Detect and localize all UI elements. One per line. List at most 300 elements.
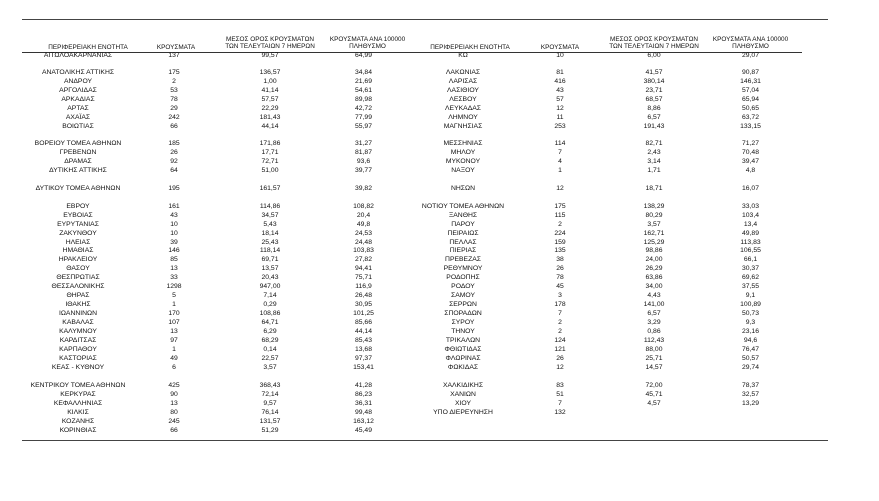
cell-region: ΚΑΡΠΑΘΟΥ [59,346,97,353]
cell-region: ΥΠΟ ΔΙΕΡΕΥΝΗΣΗ [433,409,493,416]
cell-region: ΣΑΜΟΥ [451,292,475,299]
cell-avg: 1,00 [263,78,277,85]
cell-cases: 7 [558,310,562,317]
cell-cases: 66 [170,123,178,130]
cell-region: ΠΕΙΡΑΙΩΣ [447,230,479,237]
cell-avg: 22,29 [261,105,279,112]
cell-per100k: 55,97 [354,123,372,130]
cell-region: ΦΩΚΙΔΑΣ [447,364,479,371]
cell-per100k: 78,37 [741,382,759,389]
cell-avg: 181,43 [259,114,281,121]
cell-per100k: 76,47 [741,346,759,353]
cell-avg: 64,71 [261,319,279,326]
cell-cases: 2 [558,221,562,228]
cell-avg: 1,71 [647,167,661,174]
cell-per100k: 37,55 [741,283,759,290]
cell-cases: 13 [170,400,178,407]
cell-region: ΠΡΕΒΕΖΑΣ [445,256,481,263]
cell-per100k: 39,77 [354,167,372,174]
cell-region: ΚΑΛΥΜΝΟΥ [59,328,97,335]
cell-region: ΤΡΙΚΑΛΩΝ [445,337,481,344]
cell-cases: 10 [556,52,564,59]
cell-per100k: 31,27 [354,140,372,147]
cell-region: ΚΕΑΣ - ΚΥΘΝΟΥ [51,364,105,371]
cell-per100k: 50,57 [741,355,759,362]
cell-cases: 78 [170,96,178,103]
cell-per100k: 81,87 [354,149,372,156]
cell-region: ΗΛΕΙΑΣ [65,239,91,246]
cell-avg: 368,43 [259,382,281,389]
cell-avg: 161,57 [259,185,281,192]
cell-per100k: 39,47 [741,158,759,165]
cell-per100k: 30,95 [354,301,372,308]
cell-avg: 41,57 [645,69,663,76]
cell-per100k: 116,9 [355,283,372,290]
cell-per100k: 71,27 [741,140,759,147]
cell-cases: 66 [170,427,178,434]
cell-region: ΛΕΣΒΟΥ [449,96,477,103]
cell-cases: 12 [556,105,564,112]
cell-cases: 195 [168,185,180,192]
left-header-avg [220,36,320,50]
cell-region: ΛΗΜΝΟΥ [448,114,478,121]
cell-avg: 112,43 [643,337,665,344]
cell-avg: 3,57 [263,364,277,371]
cell-cases: 178 [554,301,566,308]
cell-region: ΡΕΘΥΜΝΟΥ [443,265,483,272]
cell-avg: 0,14 [263,346,277,353]
cell-cases: 2 [558,319,562,326]
cell-avg: 3,29 [647,319,661,326]
cell-per100k: 77,99 [354,114,372,121]
left-header-per100k-line1: ΚΡΟΥΣΜΑΤΑ ΑΝΑ 100000 [329,36,406,43]
cell-cases: 10 [170,221,178,228]
cell-avg: 2,43 [647,149,661,156]
cell-avg: 0,86 [647,328,661,335]
cell-cases: 170 [168,310,180,317]
cell-region: ΚΕΡΚΥΡΑΣ [60,391,96,398]
right-header-cases: ΚΡΟΥΣΜΑΤΑ [540,44,580,51]
cell-per100k: 103,4 [741,212,759,219]
cell-per100k: 49,89 [741,230,759,237]
cell-avg: 118,14 [259,247,281,254]
cell-per100k: 20,4 [356,212,371,219]
cell-region: ΡΟΔΟΠΗΣ [446,274,480,281]
cell-cases: 161 [168,203,180,210]
cell-avg: 136,57 [259,69,281,76]
cell-per100k: 63,72 [741,114,759,121]
cell-avg: 45,71 [645,391,663,398]
cell-cases: 107 [168,319,180,326]
cell-cases: 242 [168,114,180,121]
cell-per100k: 86,23 [354,391,372,398]
cell-per100k: 24,48 [354,239,372,246]
cell-avg: 51,29 [261,427,279,434]
cell-region: ΒΟΙΩΤΙΑΣ [62,123,94,130]
cell-region: ΙΩΑΝΝΙΝΩΝ [58,310,98,317]
cell-cases: 81 [556,69,564,76]
cell-region: ΗΜΑΘΙΑΣ [62,247,94,254]
cell-avg: 7,14 [263,292,277,299]
cell-region: ΗΡΑΚΛΕΙΟΥ [58,256,98,263]
cell-cases: 425 [168,382,180,389]
cell-cases: 78 [556,274,564,281]
cell-cases: 146 [168,247,180,254]
cell-region: ΘΑΣΟΥ [66,265,90,272]
cell-per100k: 64,99 [354,52,372,59]
cell-avg: 5,43 [263,221,277,228]
cell-per100k: 69,62 [741,274,759,281]
cell-per100k: 90,87 [741,69,759,76]
cell-per100k: 29,74 [741,364,759,371]
cell-region: ΛΑΡΙΣΑΣ [448,78,478,85]
left-header-avg-line1: ΜΕΣΟΣ ΟΡΟΣ ΚΡΟΥΣΜΑΤΩΝ [226,36,314,43]
cell-region: ΕΒΡΟΥ [66,203,90,210]
cell-region: ΣΠΟΡΑΔΩΝ [444,310,482,317]
cell-avg: 14,57 [645,364,663,371]
cell-avg: 69,71 [261,256,279,263]
cell-per100k: 21,69 [354,78,372,85]
cell-per100k: 108,82 [353,203,374,210]
cell-region: ΦΘΙΩΤΙΔΑΣ [444,346,482,353]
cell-region: ΓΡΕΒΕΝΩΝ [59,149,97,156]
cell-avg: 6,57 [647,310,661,317]
cell-per100k: 93,6 [356,158,371,165]
cell-region: ΡΟΔΟΥ [451,283,475,290]
cell-per100k: 103,83 [353,247,374,254]
cell-per100k: 23,16 [741,328,759,335]
cell-avg: 98,86 [645,247,663,254]
cell-avg: 138,29 [643,203,665,210]
cell-cases: 121 [554,346,566,353]
cell-region: ΣΕΡΡΩΝ [449,301,477,308]
cell-cases: 64 [170,167,178,174]
cell-region: ΕΥΒΟΙΑΣ [63,212,93,219]
cell-per100k: 29,07 [741,52,759,59]
cell-cases: 1 [172,346,176,353]
right-header-avg-line2: ΤΩΝ ΤΕΛΕΥΤΑΙΩΝ 7 ΗΜΕΡΩΝ [609,43,699,51]
cell-avg: 25,71 [645,355,663,362]
cell-cases: 1298 [166,283,182,290]
right-header-per100k-line1: ΚΡΟΥΣΜΑΤΑ ΑΝΑ 100000 [712,36,789,43]
cell-cases: 38 [556,256,564,263]
cell-cases: 3 [558,292,562,299]
cell-per100k: 50,73 [741,310,759,317]
cell-per100k: 163,12 [353,418,374,425]
cell-region: ΘΕΣΣΑΛΟΝΙΚΗΣ [51,283,105,290]
cell-region: ΔΥΤΙΚΗΣ ΑΤΤΙΚΗΣ [49,167,107,174]
cell-avg: 141,00 [643,301,665,308]
cell-cases: 175 [168,69,180,76]
cell-avg: 34,00 [645,283,663,290]
cell-cases: 43 [556,87,564,94]
cell-cases: 132 [554,409,566,416]
cell-cases: 7 [558,149,562,156]
cell-cases: 53 [170,87,178,94]
cell-region: ΧΑΛΚΙΔΙΚΗΣ [442,382,484,389]
cell-avg: 57,57 [261,96,279,103]
cell-avg: 131,57 [259,418,281,425]
cell-avg: 23,71 [645,87,663,94]
cell-avg: 3,14 [647,158,661,165]
cell-region: ΠΕΛΛΑΣ [449,239,477,246]
cell-per100k: 49,8 [356,221,371,228]
cell-cases: 51 [556,391,564,398]
cell-avg: 24,00 [645,256,663,263]
cell-cases: 80 [170,409,178,416]
cell-region: ΞΑΝΘΗΣ [448,212,478,219]
cell-per100k: 94,6 [743,337,758,344]
cell-region: ΒΟΡΕΙΟΥ ΤΟΜΕΑ ΑΘΗΝΩΝ [34,140,122,147]
cell-per100k: 75,71 [354,274,372,281]
cell-region: ΚΑΡΔΙΤΣΑΣ [59,337,97,344]
cell-region: ΛΑΚΩΝΙΑΣ [445,69,481,76]
left-header-region: ΠΕΡΙΦΕΡΕΙΑΚΗ ΕΝΟΤΗΤΑ [48,44,128,51]
cell-per100k: 66,1 [743,256,758,263]
cell-region: ΦΛΩΡΙΝΑΣ [445,355,481,362]
cell-cases: 5 [172,292,176,299]
cell-cases: 26 [170,149,178,156]
cell-avg: 125,29 [643,239,665,246]
cell-avg: 4,57 [647,400,661,407]
cell-region: ΛΕΥΚΑΔΑΣ [445,105,481,112]
cell-avg: 82,71 [645,140,663,147]
cell-cases: 137 [168,52,180,59]
cell-region: ΠΙΕΡΙΑΣ [449,247,477,254]
cell-cases: 45 [556,283,564,290]
cell-region: ΚΕΝΤΡΙΚΟΥ ΤΟΜΕΑ ΑΘΗΝΩΝ [30,382,126,389]
cell-per100k: 99,48 [354,409,372,416]
cell-avg: 44,14 [261,123,279,130]
cell-per100k: 65,94 [741,96,759,103]
cell-region: ΧΑΝΙΩΝ [450,391,476,398]
cell-region: ΑΡΤΑΣ [67,105,89,112]
cell-cases: 92 [170,158,178,165]
cell-region: ΤΗΝΟΥ [451,328,475,335]
cell-cases: 6 [172,364,176,371]
cell-per100k: 16,07 [741,185,759,192]
cell-cases: 12 [556,364,564,371]
cell-cases: 7 [558,400,562,407]
cell-avg: 72,00 [645,382,663,389]
cell-per100k: 27,82 [354,256,372,263]
cell-avg: 72,14 [261,391,279,398]
cell-cases: 1 [172,301,176,308]
cell-avg: 17,71 [261,149,279,156]
cell-cases: 13 [170,328,178,335]
top-rule [22,19,828,20]
cell-region: ΘΕΣΠΡΩΤΙΑΣ [56,274,100,281]
cell-cases: 224 [554,230,566,237]
cell-per100k: 45,49 [354,427,372,434]
cell-per100k: 32,57 [741,391,759,398]
cell-per100k: 89,98 [354,96,372,103]
cell-region: ΚΑΒΑΛΑΣ [62,319,94,326]
cell-avg: 3,57 [647,221,661,228]
cell-avg: 80,29 [645,212,663,219]
cell-cases: 159 [554,239,566,246]
cell-region: ΚΑΣΤΟΡΙΑΣ [59,355,97,362]
cell-per100k: 113,83 [740,239,761,246]
cell-avg: 18,71 [645,185,663,192]
cell-per100k: 106,55 [740,247,761,254]
cell-per100k: 26,48 [354,292,372,299]
cell-avg: 9,57 [263,400,277,407]
cell-region: ΔΡΑΜΑΣ [64,158,92,165]
cell-region: ΘΗΡΑΣ [66,292,90,299]
cell-avg: 18,14 [261,230,279,237]
cell-region: ΑΙΤΩΛΟΑΚΑΡΝΑΝΙΑΣ [43,52,113,59]
cell-cases: 175 [554,203,566,210]
right-header-avg [604,36,704,50]
cell-avg: 41,14 [261,87,279,94]
cell-per100k: 30,37 [741,265,759,272]
left-header-per100k [320,36,415,50]
cell-region: ΜΑΓΝΗΣΙΑΣ [443,123,483,130]
cell-avg: 22,57 [261,355,279,362]
cell-avg: 25,43 [261,239,279,246]
cell-region: ΑΡΚΑΔΙΑΣ [61,96,95,103]
cell-per100k: 4,8 [745,167,756,174]
cell-per100k: 33,03 [741,203,759,210]
right-header-avg-line1: ΜΕΣΟΣ ΟΡΟΣ ΚΡΟΥΣΜΑΤΩΝ [610,36,698,43]
cell-avg: 6,57 [647,114,661,121]
cell-cases: 13 [170,265,178,272]
cell-avg: 26,29 [645,265,663,272]
cell-avg: 68,29 [261,337,279,344]
cell-avg: 20,43 [261,274,279,281]
cell-cases: 97 [170,337,178,344]
left-header-cases: ΚΡΟΥΣΜΑΤΑ [156,44,196,51]
cell-per100k: 153,41 [353,364,374,371]
cell-region: ΝΗΣΩΝ [450,185,475,192]
cell-per100k: 9,3 [745,319,756,326]
cell-per100k: 97,37 [354,355,372,362]
cell-region: ΕΥΡΥΤΑΝΙΑΣ [57,221,99,228]
cell-cases: 39 [170,239,178,246]
cell-cases: 90 [170,391,178,398]
cell-avg: 88,00 [645,346,663,353]
cell-avg: 76,14 [261,409,279,416]
cell-avg: 6,00 [647,52,661,59]
cell-avg: 8,86 [647,105,661,112]
cell-avg: 34,57 [261,212,279,219]
cell-per100k: 54,61 [354,87,372,94]
cell-cases: 114 [554,140,566,147]
cell-avg: 99,57 [261,52,279,59]
cell-per100k: 41,28 [354,382,372,389]
cell-avg: 6,29 [263,328,277,335]
cell-cases: 185 [168,140,180,147]
cell-per100k: 13,68 [354,346,372,353]
cell-per100k: 133,15 [740,123,761,130]
cell-region: ΔΥΤΙΚΟΥ ΤΟΜΕΑ ΑΘΗΝΩΝ [35,185,121,192]
cell-cases: 11 [556,114,564,121]
cell-cases: 83 [556,382,564,389]
cell-per100k: 39,82 [354,185,372,192]
cell-cases: 57 [556,96,564,103]
cell-region: ΚΕΦΑΛΛΗΝΙΑΣ [53,400,103,407]
cell-region: ΠΑΡΟΥ [451,221,475,228]
left-header-per100k-line2: ΠΛΗΘΥΣΜΟ [349,43,386,51]
cell-cases: 135 [554,247,566,254]
cell-avg: 114,86 [259,203,281,210]
cell-avg: 108,86 [259,310,281,317]
cell-avg: 63,86 [645,274,663,281]
cell-region: ΣΥΡΟΥ [451,319,475,326]
cell-region: ΚΙΛΚΙΣ [67,409,89,416]
cell-cases: 85 [170,256,178,263]
cell-per100k: 13,29 [741,400,759,407]
cell-region: ΚΟΖΑΝΗΣ [61,418,95,425]
cell-cases: 49 [170,355,178,362]
cell-avg: 380,14 [643,78,665,85]
cell-cases: 2 [172,78,176,85]
cell-cases: 12 [556,185,564,192]
cell-cases: 29 [170,105,178,112]
cell-cases: 253 [554,123,566,130]
cell-per100k: 9,1 [745,292,756,299]
cell-region: ΑΡΓΟΛΙΔΑΣ [59,87,97,94]
cell-avg: 162,71 [643,230,665,237]
right-header-per100k-line2: ΠΛΗΘΥΣΜΟ [732,43,769,51]
cell-region: ΑΝΔΡΟΥ [63,78,93,85]
cell-cases: 26 [556,355,564,362]
cell-region: ΙΘΑΚΗΣ [65,301,91,308]
cell-avg: 4,43 [647,292,661,299]
left-header-avg-line2: ΤΩΝ ΤΕΛΕΥΤΑΙΩΝ 7 ΗΜΕΡΩΝ [225,43,315,51]
cell-avg: 72,71 [261,158,279,165]
cell-per100k: 100,89 [740,301,761,308]
cell-per100k: 42,72 [354,105,372,112]
cell-avg: 13,57 [261,265,279,272]
right-header-region: ΠΕΡΙΦΕΡΕΙΑΚΗ ΕΝΟΤΗΤΑ [430,44,510,51]
cell-per100k: 70,48 [741,149,759,156]
cell-region: ΚΟΡΙΝΘΙΑΣ [59,427,97,434]
cell-avg: 171,86 [259,140,281,147]
cell-region: ΜΗΛΟΥ [450,149,476,156]
cell-per100k: 146,31 [740,78,761,85]
cell-region: ΑΝΑΤΟΛΙΚΗΣ ΑΤΤΙΚΗΣ [41,69,115,76]
cell-cases: 1 [558,167,562,174]
cell-cases: 43 [170,212,178,219]
cell-region: ΑΧΑΪΑΣ [65,114,91,121]
cell-avg: 191,43 [643,123,665,130]
cell-cases: 245 [168,418,180,425]
cell-per100k: 85,66 [354,319,372,326]
cell-cases: 33 [170,274,178,281]
cell-region: ΧΙΟΥ [454,400,472,407]
cell-per100k: 44,14 [354,328,372,335]
cell-per100k: 101,25 [353,310,374,317]
bottom-rule [22,440,828,441]
cell-cases: 416 [554,78,566,85]
cell-per100k: 50,65 [741,105,759,112]
cell-avg: 51,00 [261,167,279,174]
cell-avg: 947,00 [259,283,281,290]
right-header-per100k [703,36,798,50]
cell-cases: 26 [556,265,564,272]
cell-per100k: 85,43 [354,337,372,344]
cell-cases: 4 [558,158,562,165]
cell-region: ΝΑΞΟΥ [451,167,475,174]
cell-avg: 68,57 [645,96,663,103]
cell-region: ΜΥΚΟΝΟΥ [445,158,481,165]
cell-region: ΝΟΤΙΟΥ ΤΟΜΕΑ ΑΘΗΝΩΝ [421,203,505,210]
cell-region: ΜΕΣΣΗΝΙΑΣ [443,140,483,147]
cell-per100k: 57,04 [741,87,759,94]
cell-per100k: 36,31 [354,400,372,407]
